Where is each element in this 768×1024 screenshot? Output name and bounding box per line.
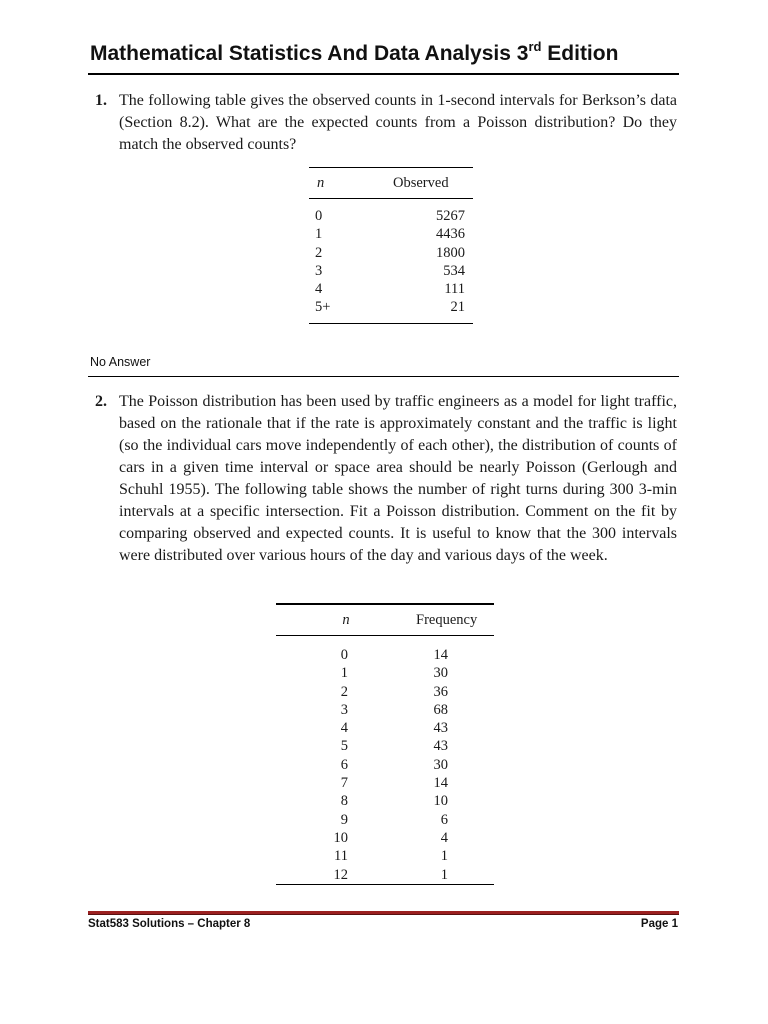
cell-value: 1 [440, 866, 448, 883]
cell-n: 3 [340, 701, 348, 718]
cell-value: 4 [440, 829, 448, 846]
cell-value: 30 [433, 665, 448, 682]
footer-chapter: Stat583 Solutions – Chapter 8 [88, 918, 251, 930]
observed-counts-body [309, 199, 473, 324]
footer-rule-inner [88, 914, 679, 915]
cell-value: 36 [433, 683, 448, 700]
table-row [276, 636, 494, 665]
cell-n: 2 [340, 683, 348, 700]
table-row [276, 866, 494, 885]
question-2-number: 2. [95, 393, 107, 410]
cell-value: 1 [440, 848, 448, 865]
cell-value: 6 [440, 811, 448, 828]
title-main: Mathematical Statistics And Data Analysis 3 [90, 42, 529, 65]
observed-counts-table [309, 167, 473, 324]
question-2-text: The Poisson distribution has been used by traffic engineers as a model for light traffic, based on the rationale that if the rate is approximately constant and the traffic is light (so the individual cars move independently of each other), the distribution of counts of cars in a given time interval or space area should be nearly Poisson (Gerlough and Schuhl 1955). The following table shows the number of right turns during 300 3-min intervals at a specific intersection. Fit a Poisson distribution. Comment on the fit by comparing observed and expected counts. It is useful to know that the 300 intervals were distributed over various hours of the day and various days of the week. [119, 393, 677, 564]
table-row [276, 683, 494, 701]
footer-page-number: Page 1 [640, 918, 678, 930]
table-row [276, 792, 494, 810]
frequency-body [276, 636, 494, 885]
table-row [276, 737, 494, 755]
cell-value: 14 [433, 647, 448, 663]
cell-n: 2 [315, 244, 323, 261]
table-header-row [276, 604, 494, 636]
column-header-observed: Observed [393, 174, 449, 191]
column-header-n: n [317, 174, 325, 191]
table-row [276, 719, 494, 737]
answer-note: No Answer [90, 355, 151, 369]
cell-value: 1800 [436, 244, 465, 261]
question-1 [95, 90, 677, 156]
cell-n: 5+ [315, 299, 331, 316]
cell-n: 4 [315, 281, 323, 298]
table-row [309, 262, 473, 280]
cell-value: 111 [444, 281, 465, 298]
question-1-number: 1. [95, 92, 107, 109]
title-end: Edition [541, 42, 619, 65]
table-row [276, 664, 494, 682]
cell-value: 10 [433, 793, 448, 810]
cell-n: 8 [340, 793, 348, 810]
cell-n: 5 [340, 738, 348, 755]
column-header-frequency: Frequency [416, 611, 478, 628]
table-row [276, 811, 494, 829]
cell-value: 30 [433, 756, 448, 773]
question-1-text: The following table gives the observed counts in 1-second intervals for Berkson’s data (Section 8.2). What are the expected counts from a Poisson distribution? Do they match the observed counts? [119, 92, 677, 153]
frequency-table [276, 603, 494, 885]
cell-n: 10 [333, 829, 348, 846]
cell-value: 68 [433, 701, 448, 718]
cell-n: 1 [315, 226, 323, 243]
table-row [309, 199, 473, 226]
cell-n: 12 [333, 866, 348, 883]
cell-value: 43 [433, 738, 448, 755]
table-header-row [309, 168, 473, 199]
table-row [276, 847, 494, 865]
cell-n: 11 [334, 848, 348, 865]
table-row [309, 280, 473, 298]
cell-n: 1 [340, 665, 348, 682]
cell-n: 7 [340, 775, 348, 792]
cell-value: 14 [433, 775, 448, 792]
header-rule [88, 73, 679, 75]
cell-value: 5267 [436, 208, 465, 224]
section-divider [88, 376, 679, 377]
table-row [309, 298, 473, 323]
cell-value: 4436 [436, 226, 465, 243]
page-title [90, 39, 619, 66]
table-row [276, 829, 494, 847]
table-row [276, 774, 494, 792]
cell-n: 0 [315, 208, 323, 224]
table-row [309, 244, 473, 262]
cell-n: 3 [315, 262, 323, 279]
title-superscript: rd [528, 39, 542, 54]
table-row [309, 225, 473, 243]
cell-n: 9 [340, 811, 348, 828]
table-row [276, 756, 494, 774]
table-row [276, 701, 494, 719]
cell-n: 4 [340, 720, 348, 737]
cell-value: 43 [433, 720, 448, 737]
cell-value: 21 [450, 299, 465, 316]
cell-n: 6 [340, 756, 348, 773]
cell-value: 534 [443, 262, 465, 279]
question-2 [95, 391, 677, 567]
cell-n: 0 [340, 647, 348, 663]
column-header-n: n [342, 611, 350, 628]
